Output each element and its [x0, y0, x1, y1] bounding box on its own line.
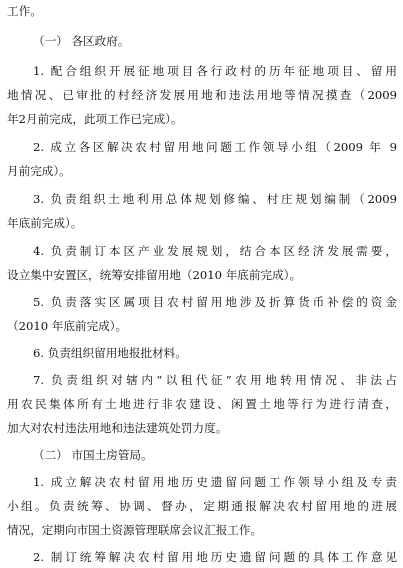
text-line: 5. 负责落实区属项目农村留用地涉及折算货币补偿的资金 — [33, 295, 397, 309]
text-line: 4. 负责制订本区产业发展规划，结合本区经济发展需要， — [33, 244, 397, 258]
text-line: 用农民集体所有土地进行非农建设、闲置土地等行为进行清查， — [7, 397, 397, 411]
text-line: 年底前完成）。 — [7, 216, 83, 230]
text-line: （2010 年底前完成）。 — [7, 319, 128, 333]
text-line: 情况，定期向市国土资源管理联席会议汇报工作。 — [7, 523, 263, 537]
section-heading: （一） 各区政府。 — [33, 34, 130, 48]
text-line: 加大对农村违法用地和违法建筑处罚力度。 — [7, 421, 228, 435]
text-line: 工作。 — [7, 4, 42, 18]
text-line: 7. 负责组织对辖内“以租代征”农用地转用情况、非法占 — [33, 373, 397, 387]
text-line: 6. 负责组织留用地报批材料。 — [33, 346, 187, 360]
text-line: 3. 负责组织土地利用总体规划修编、村庄规划编制（2009 — [33, 192, 397, 206]
text-line: 地情况、已审批的村经济发展用地和违法用地等情况摸查（2009 — [7, 88, 397, 102]
text-line: 设立集中安置区，统筹安排留用地（2010 年底前完成）。 — [7, 268, 302, 282]
text-line: 2. 制订统筹解决农村留用地历史遗留问题的具体工作意见 — [33, 550, 397, 564]
section-heading: （二） 市国土房管局。 — [33, 448, 153, 462]
text-line: 2. 成立各区解决农村留用地问题工作领导小组（2009 年 9 — [33, 140, 397, 154]
text-line: 年2月前完成，此项工作已完成）。 — [7, 112, 183, 126]
text-line: 小组。负责统筹、协调、督办，定期通报解决农村留用地的进展 — [7, 499, 397, 513]
text-line: 1. 成立解决农村留用地历史遗留问题工作领导小组及专责 — [33, 475, 397, 489]
text-line: 月前完成）。 — [7, 164, 71, 178]
text-line: 1. 配合组织开展征地项目各行政村的历年征地项目、留用 — [33, 64, 397, 78]
